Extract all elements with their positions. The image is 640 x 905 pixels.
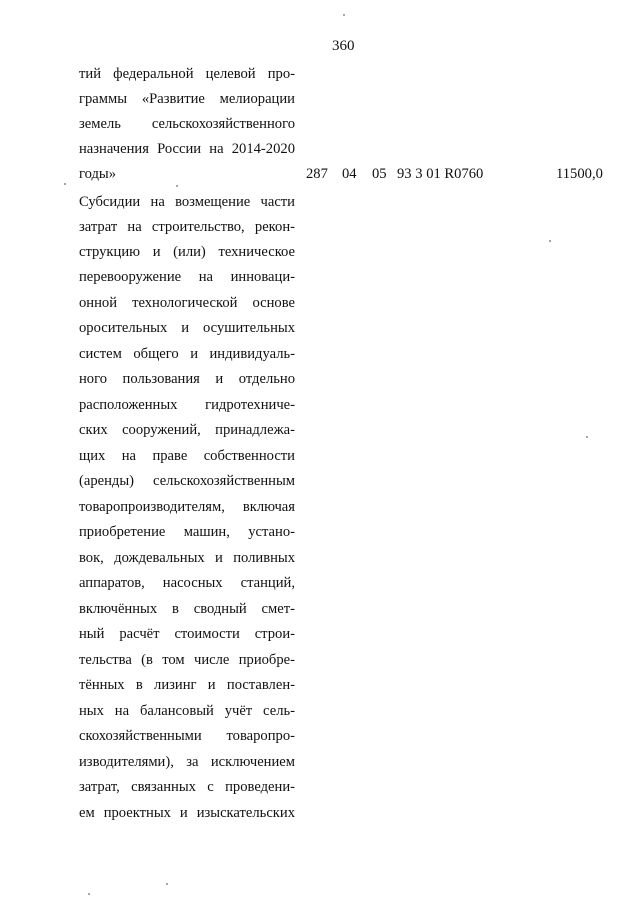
text-line: затрат на строительство, рекон- [79,219,295,235]
text-line: оросительных и осушительных [79,320,295,336]
text-line: ного пользования и отдельно [79,371,295,387]
text-line: тённых в лизинг и поставлен- [79,677,295,693]
text-line: онной технологической основе [79,295,295,311]
text-line: щих на праве собственности [79,448,295,464]
text-line: скохозяйственными товаропро- [79,728,295,744]
text-line: перевооружение на инноваци- [79,269,295,285]
text-line: затрат, связанных с проведени- [79,779,295,795]
text-line: изводителями), за исключением [79,754,295,770]
text-line: тий федеральной целевой про- [79,66,295,82]
scan-speck [166,883,168,885]
scan-speck [176,185,178,187]
amount-value: 11500,0 [556,166,603,182]
text-line: граммы «Развитие мелиорации [79,91,295,107]
text-line: включённых в сводный смет- [79,601,295,617]
text-line: приобретение машин, устано- [79,524,295,540]
text-line: назначения России на 2014-2020 [79,141,295,157]
scan-speck [549,240,551,242]
text-line: (аренды) сельскохозяйственным [79,473,295,489]
text-line: ем проектных и изыскательских [79,805,295,821]
text-line: систем общего и индивидуаль- [79,346,295,362]
text-line: расположенных гидротехниче- [79,397,295,413]
text-line: годы» [79,166,117,182]
text-line: струкцию и (или) техническое [79,244,295,260]
scan-speck [343,14,345,16]
text-line: тельства (в том числе приобре- [79,652,295,668]
subsection-code: 05 [372,166,387,182]
scan-speck [586,436,588,438]
ministry-code: 287 [306,166,328,182]
page-number: 360 [332,38,355,54]
text-line: Субсидии на возмещение части [79,194,295,210]
scan-speck [64,183,66,185]
scan-speck [88,893,90,895]
section-code: 04 [342,166,357,182]
text-line: аппаратов, насосных станций, [79,575,295,591]
text-line: ных на балансовый учёт сель- [79,703,295,719]
target-article-code: 93 3 01 R0760 [397,166,484,182]
text-line: ный расчёт стоимости строи- [79,626,295,642]
text-line: земель сельскохозяйственного [79,116,295,132]
text-line: ских сооружений, принадлежа- [79,422,295,438]
text-line: вок, дождевальных и поливных [79,550,295,566]
text-line: товаропроизводителям, включая [79,499,295,515]
